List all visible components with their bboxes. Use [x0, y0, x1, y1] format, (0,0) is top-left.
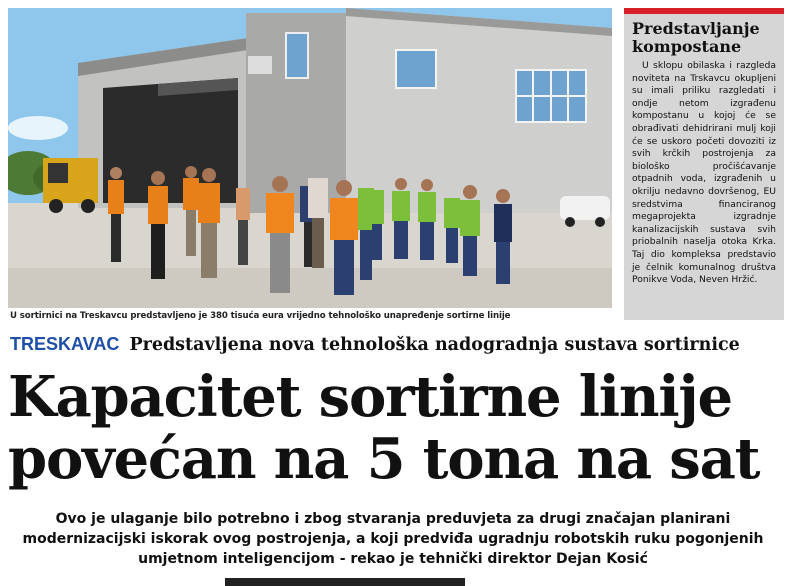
- kicker: [10, 334, 790, 355]
- headline-line-2: povećan na 5 tona na sat: [8, 426, 760, 492]
- headline-line-1: Kapacitet sortirne linije: [8, 364, 732, 430]
- sidebar-box: [624, 8, 784, 320]
- kicker-text: Predstavljena nova tehnološka nadogradnja sustava sortirnice: [129, 335, 740, 355]
- kicker-tag: TRESKAVAC: [10, 334, 120, 354]
- next-photo-edge: [225, 578, 465, 586]
- headline: [8, 366, 798, 490]
- article-photo: [8, 8, 612, 308]
- sidebar-title: Predstavljanje kompostane: [632, 19, 760, 56]
- lead-paragraph: Ovo je ulaganje bilo potrebno i zbog stvaranja preduvjeta za drugi značajan planirani modernizacijski iskorak ovog postrojenja, a koji predviđa ugradnju robotskih ruku pogonjenih umjetnom inteligencijom - rekao je tehnički direktor Dejan Kosić: [22, 511, 764, 567]
- photo-caption: U sortirnici na Treskavcu predstavljeno je 380 tisuća eura vrijedno tehnološko unapređenje sortirne linije: [10, 311, 511, 321]
- sidebar-body: U sklopu obilaska i razgleda noviteta na Trskavcu okupljeni su imali priliku razgledati i ondje netom izgrađenu kompostanu u kojoj će se obrađivati dehidrirani mulj koji će se uskoro početi dovoziti iz svih krčkih postrojenja za biološko pročišćavanje otpadnih voda, izgrađenih u okrilju nedavno dovršenog, EU sredstvima financiranog megaprojekta izgradnje kanalizacijskih sustava svih priobalnih naselja otoka Krka. Taj dio kompleksa predstavio je čelnik komunalnog društva Ponikve Voda, Neven Hržić.: [632, 60, 776, 286]
